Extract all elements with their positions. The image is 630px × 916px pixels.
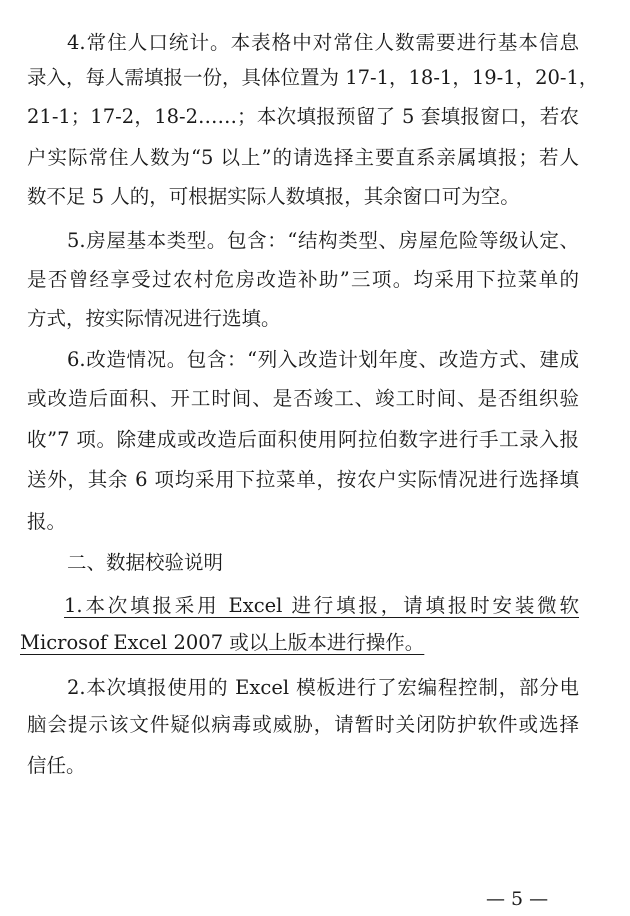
verification-item-1-line-2-text: Microsof Excel 2007 或以上版本进行操作。 bbox=[20, 631, 425, 654]
paragraph-6-line-3: 收”7 项。除建成或改造后面积使用阿拉伯数字进行手工录入报 bbox=[27, 428, 579, 451]
paragraph-4-line-4: 户实际常住人数为“5 以上”的请选择主要直系亲属填报；若人 bbox=[27, 146, 579, 169]
paragraph-6-line-1: 6.改造情况。包含：“列入改造计划年度、改造方式、建成 bbox=[67, 348, 579, 371]
paragraph-6-line-4: 送外，其余 6 项均采用下拉菜单，按农户实际情况进行选择填 bbox=[27, 468, 579, 491]
verification-item-2-line-2: 脑会提示该文件疑似病毒或威胁，请暂时关闭防护软件或选择 bbox=[27, 713, 579, 736]
verification-item-2-line-1: 2.本次填报使用的 Excel 模板进行了宏编程控制，部分电 bbox=[67, 676, 579, 699]
verification-item-2-line-3: 信任。 bbox=[27, 754, 86, 777]
paragraph-5-line-2: 是否曾经享受过农村危房改造补助”三项。均采用下拉菜单的 bbox=[27, 268, 579, 291]
paragraph-4-line-1: 4.常住人口统计。本表格中对常住人数需要进行基本信息 bbox=[67, 31, 579, 54]
paragraph-6-line-2: 或改造后面积、开工时间、是否竣工、竣工时间、是否组织验 bbox=[27, 387, 579, 410]
page-number: — 5 — bbox=[486, 888, 549, 910]
paragraph-4-line-3: 21-1；17-2，18-2……；本次填报预留了 5 套填报窗口，若农 bbox=[27, 105, 579, 128]
paragraph-4-line-2: 录入，每人需填报一份，具体位置为 17-1，18-1，19-1，20-1， bbox=[27, 66, 599, 89]
paragraph-4-line-5: 数不足 5 人的，可根据实际人数填报，其余窗口可为空。 bbox=[27, 185, 520, 208]
paragraph-5-line-1: 5.房屋基本类型。包含：“结构类型、房屋危险等级认定、 bbox=[67, 229, 579, 252]
paragraph-5-line-3: 方式，按实际情况进行选填。 bbox=[27, 307, 281, 330]
paragraph-6-line-5: 报。 bbox=[27, 510, 67, 533]
verification-item-1-line-2 bbox=[20, 630, 572, 656]
section-heading: 二、数据校验说明 bbox=[67, 551, 224, 574]
verification-item-1-line-1: 1.本次填报采用 Excel 进行填报，请填报时安装微软 bbox=[64, 594, 579, 617]
